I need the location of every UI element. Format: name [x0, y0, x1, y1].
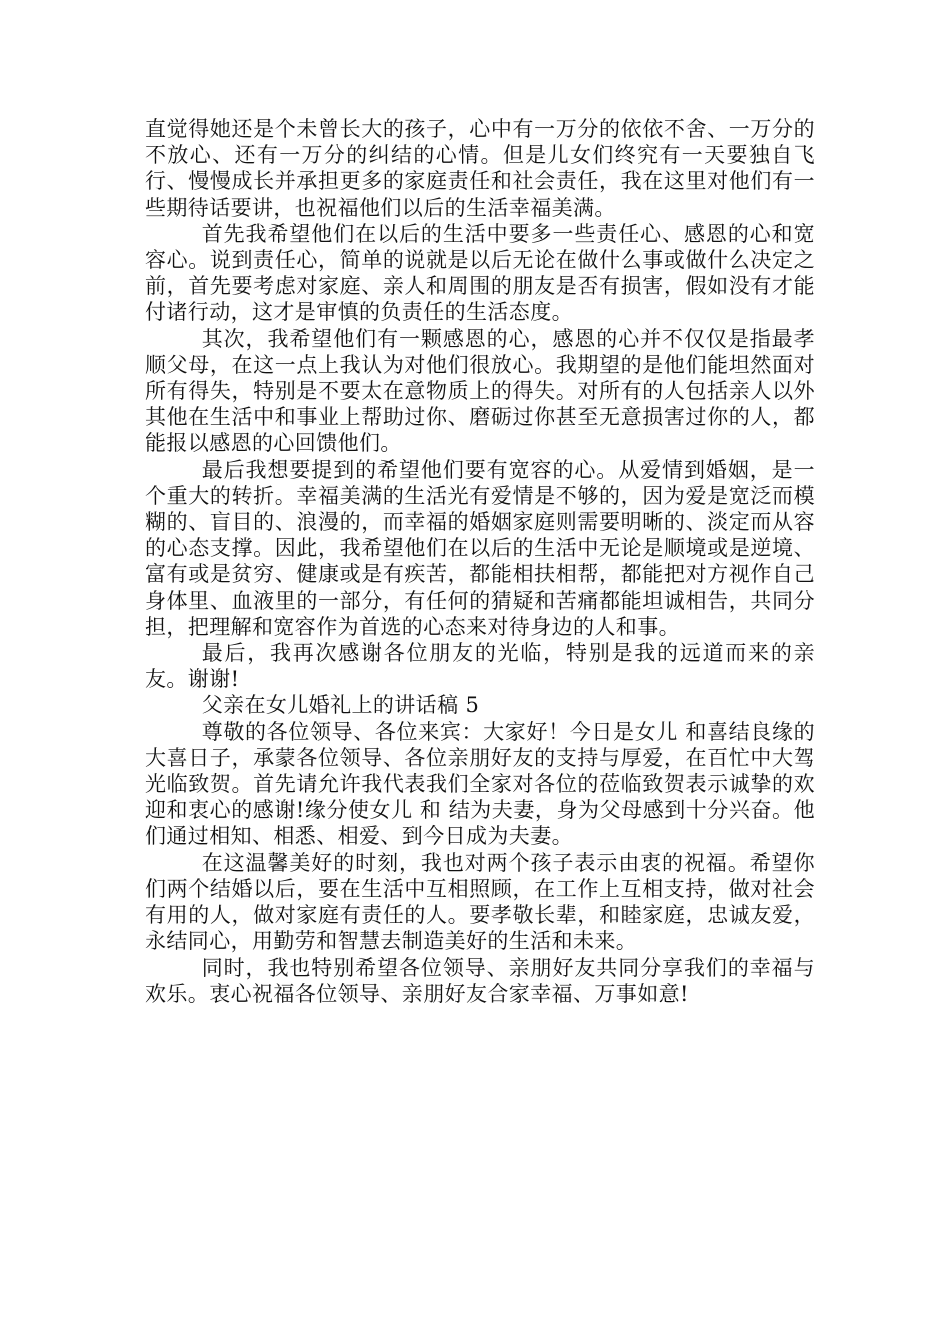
paragraph-continuation: 直觉得她还是个未曾长大的孩子，心中有一万分的依依不舍、一万分的不放心、还有一万分的纠结的心情。但是儿女们终究有一天要独自飞行、慢慢成长并承担更多的家庭责任和社会责任，我在这里对他们有一些期待话要讲，也祝福他们以后的生活幸福美满。 [145, 117, 815, 220]
document-body [145, 116, 815, 1007]
paragraph-gratitude: 其次，我希望他们有一颗感恩的心，感恩的心并不仅仅是指最孝顺父母，在这一点上我认为对他们很放心。我期望的是他们能坦然面对所有得失，特别是不要太在意物质上的得失。对所有的人包括亲人以外其他在生活中和事业上帮助过你、磨砺过你甚至无意损害过你的人，都能报以感恩的心回馈他们。 [145, 326, 815, 456]
paragraph-blessing: 在这温馨美好的时刻，我也对两个孩子表示由衷的祝福。希望你们两个结婚以后，要在生活中互相照顾，在工作上互相支持，做对社会有用的人，做对家庭有责任的人。要孝敬长辈，和睦家庭，忠诚友爱，永结同心，用勤劳和智慧去制造美好的生活和未来。 [145, 850, 815, 954]
paragraph-tolerance: 最后我想要提到的希望他们要有宽容的心。从爱情到婚姻，是一个重大的转折。幸福美满的生活光有爱情是不够的，因为爱是宽泛而模糊的、盲目的、浪漫的，而幸福的婚姻家庭则需要明晰的、淡定而从容的心态支撑。因此，我希望他们在以后的生活中无论是顺境或是逆境、富有或是贫穷、健康或是有疾苦，都能相扶相帮，都能把对方视作自己身体里、血液里的一部分，有任何的猜疑和苦痛都能坦诚相告，共同分担，把理解和宽容作为首选的心态来对待身边的人和事。 [145, 457, 815, 639]
paragraph-thanks: 最后，我再次感谢各位朋友的光临，特别是我的远道而来的亲友。谢谢! [145, 641, 815, 692]
paragraph-welcome: 尊敬的各位领导、各位来宾：大家好！今日是女儿 和喜结良缘的大喜日子，承蒙各位领导、各位亲朋好友的支持与厚爱，在百忙中大驾光临致贺。首先请允许我代表我们全家对各位的莅临致贺表示诚挚的欢迎和衷心的感谢!缘分使女儿 和 结为夫妻，身为父母感到十分兴奋。他们通过相知、相悉、相爱、到今日成为夫妻。 [145, 719, 815, 849]
paragraph-responsibility: 首先我希望他们在以后的生活中要多一些责任心、感恩的心和宽容心。说到责任心，简单的说就是以后无论在做什么事或做什么决定之前，首先要考虑对家庭、亲人和周围的朋友是否有损害，假如没有才能付诸行动，这才是审慎的负责任的生活态度。 [145, 221, 815, 325]
section-heading: 父亲在女儿婚礼上的讲话稿 5 [201, 693, 480, 718]
paragraph-closing: 同时，我也特别希望各位领导、亲朋好友共同分享我们的幸福与欢乐。衷心祝福各位领导、亲朋好友合家幸福、万事如意! [145, 955, 815, 1006]
